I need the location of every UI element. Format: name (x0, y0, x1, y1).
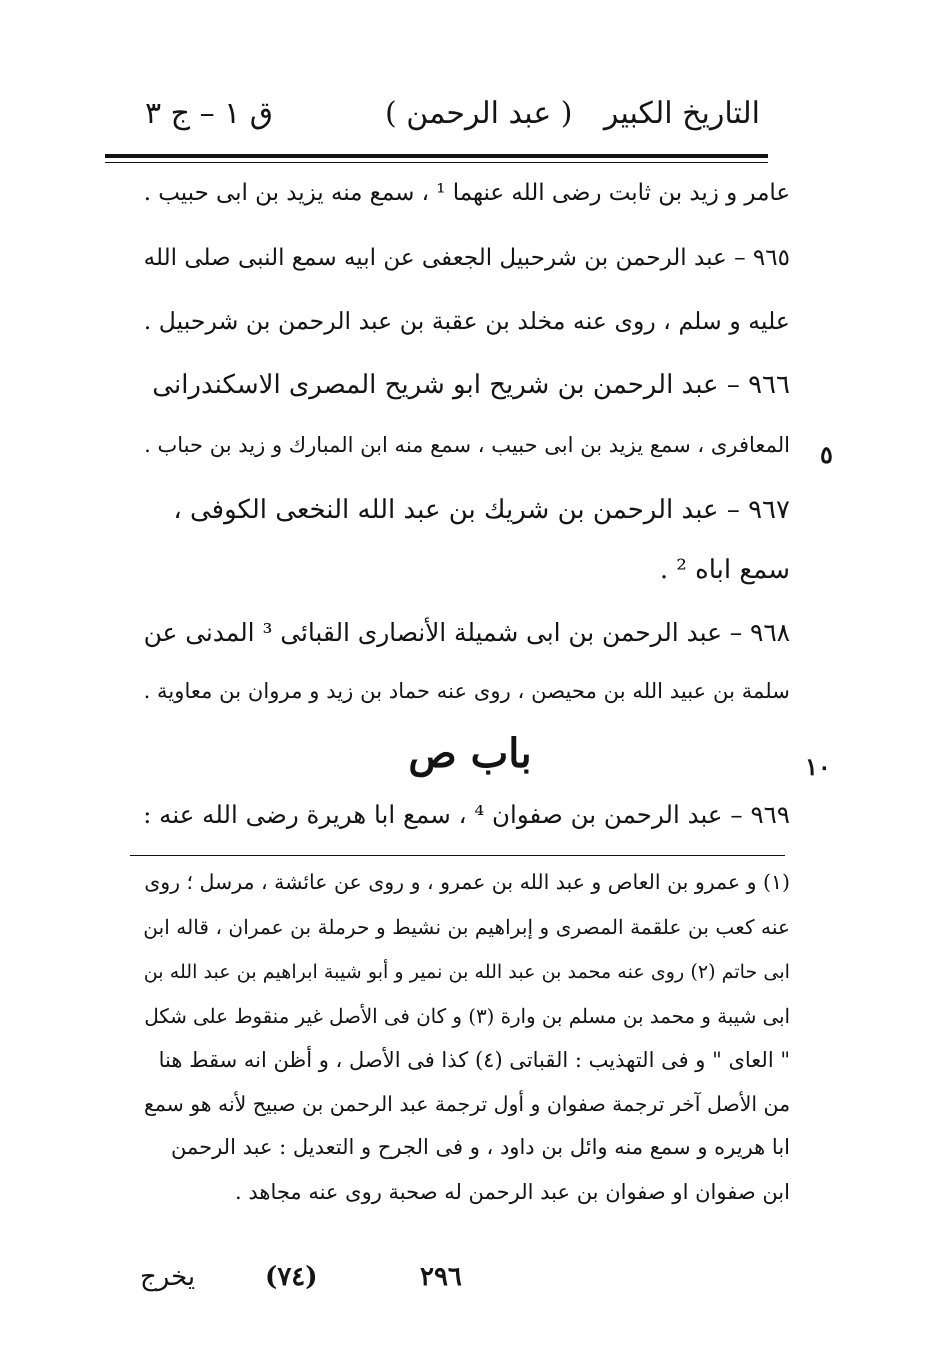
text-line: سمع اباه ² . (659, 555, 790, 585)
text-line: ٩٦٦ – عبد الرحمن بن شريح ابو شريح المصرى الاسكندرانى (152, 370, 790, 400)
text-line: سلمة بن عبيد الله بن محيصن ، روى عنه حماد بن زيد و مروان بن معاوية . (143, 678, 790, 703)
text-line: عليه و سلم ، روى عنه مخلد بن عقبة بن عبد الرحمن بن شرحبيل . (143, 307, 790, 335)
footnotes (130, 0, 790, 1260)
section-title: ( عبد الرحمن ) (385, 96, 573, 131)
text-line: عامر و زيد بن ثابت رضى الله عنهما ¹ ، سمع منه يزيد بن ابى حبيب . (143, 180, 790, 206)
footnote-line: ابا هريره و سمع منه وائل بن داود ، و فى الجرح و التعديل : عبد الرحمن (170, 1135, 790, 1159)
margin-line-number: ١٠ (805, 752, 831, 781)
chapter-heading: باب ص (408, 730, 532, 777)
footnote-line: " العاى " و فى التهذيب : القباتى (٤) كذا فى الأصل ، و أظن انه سقط هنا (158, 1048, 790, 1072)
text-line: ٩٦٧ – عبد الرحمن بن شريك بن عبد الله النخعى الكوفى ، (173, 495, 790, 525)
text-line: ٩٦٨ – عبد الرحمن بن ابى شميلة الأنصارى القبائى ³ المدنى عن (143, 618, 790, 647)
volume-part: ق ١ – ج ٣ (145, 96, 274, 131)
entry-969: ٩٦٩ – عبد الرحمن بن صفوان ⁴ ، سمع ابا هريرة رضى الله عنه : (143, 800, 790, 829)
footnote-line: عنه كعب بن علقمة المصرى و إبراهيم بن نشيط و حرملة بن عمران ، قاله ابن (143, 915, 790, 939)
sequence-number: (٧٤) (265, 1262, 318, 1292)
text-line: المعافرى ، سمع يزيد بن ابى حبيب ، سمع منه ابن المبارك و زيد بن حباب . (144, 432, 790, 457)
page-number: ٢٩٦ (420, 1262, 462, 1292)
footnote-line: ابى شيبة و محمد بن مسلم بن وارة (٣) و كان فى الأصل غير منقوط على شكل (144, 1005, 790, 1028)
page-footer (130, 1262, 630, 1302)
book-title: التاريخ الكبير (603, 96, 760, 131)
footnote-line: (١) و عمرو بن العاص و عبد الله بن عمرو ، و روى عن عائشة ، مرسل ؛ روى (144, 870, 790, 894)
footnote-line: من الأصل آخر ترجمة صفوان و أول ترجمة عبد الرحمن بن صبيح لأنه هو سمع (143, 1092, 790, 1116)
footnote-line: ابى حاتم (٢) روى عنه محمد بن عبد الله بن نمير و أبو شيبة ابراهيم بن عبد الله بن (143, 960, 790, 983)
margin-line-number: ٥ (820, 440, 833, 469)
catchword: يخرج (140, 1262, 196, 1292)
footnote-line: ابن صفوان او صفوان بن عبد الرحمن له صحبة روى عنه مجاهد . (235, 1180, 790, 1204)
text-line: ٩٦٥ – عبد الرحمن بن شرحبيل الجعفى عن ابيه سمع النبى صلى الله (143, 245, 790, 271)
